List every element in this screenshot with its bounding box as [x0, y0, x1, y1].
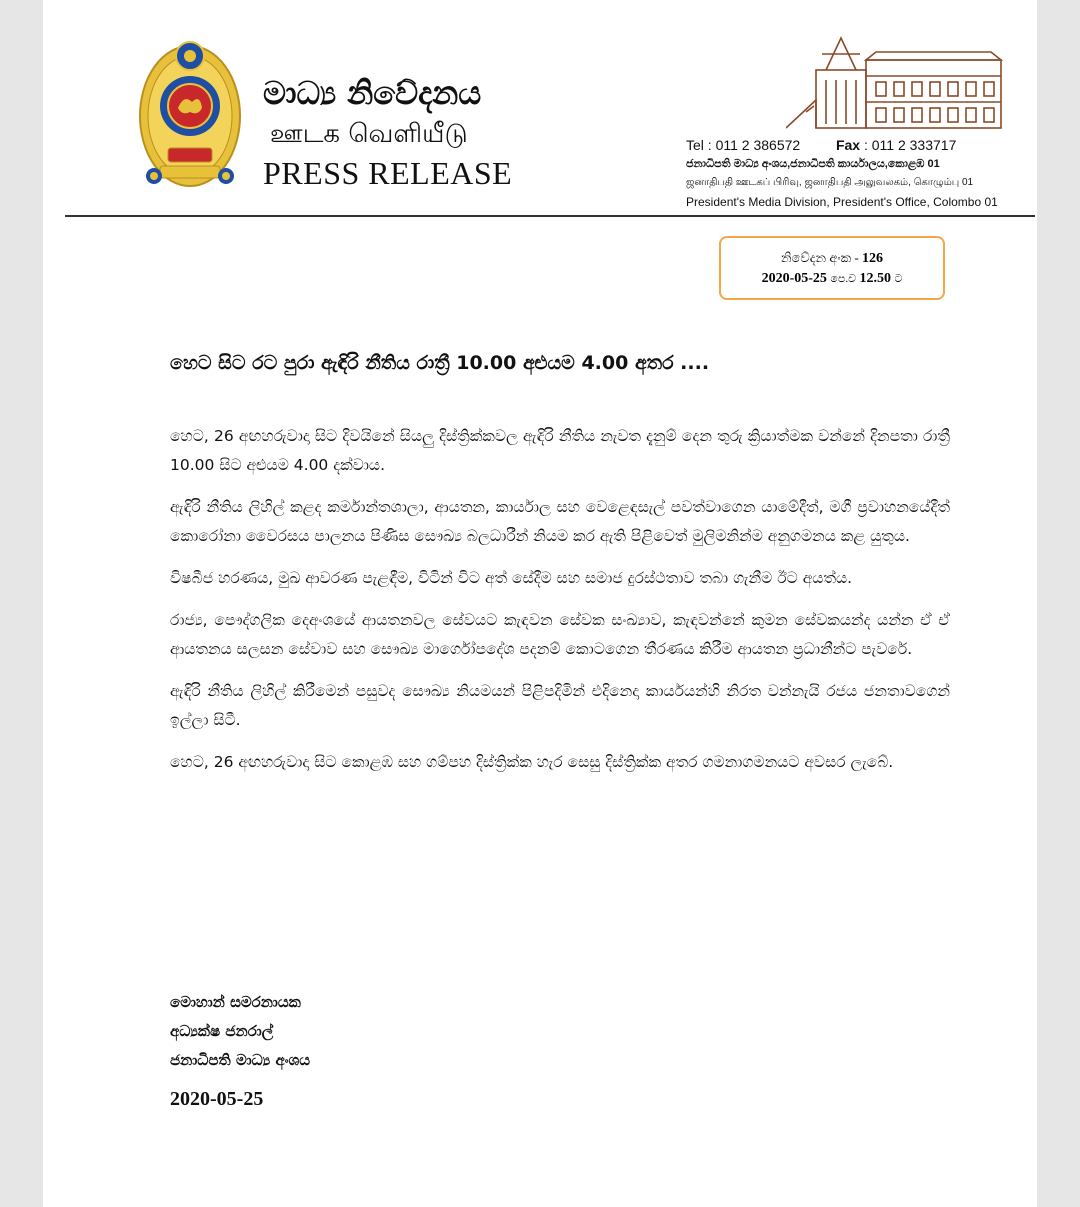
press-release-page — [43, 0, 1037, 1207]
presidents-office-building-icon — [786, 30, 1006, 130]
title-tamil: ஊடக வெளியீடு — [270, 119, 468, 149]
paragraph: විෂබීජ හරණය, මුඛ ආවරණ පැළඳීම, විටින් විට අත් සේදීම සහ සමාජ දුරස්ථතාව තබා ගැනීම ඊට අයත්ය. — [170, 569, 853, 587]
title-sinhala: මාධ්‍ය නිවේදනය — [263, 74, 482, 112]
signatory-title: අධ්‍යක්ෂ ජනරාල් — [170, 1022, 274, 1040]
paragraph: හෙට, 26 අඟහරුවාදා සිට කොළඹ සහ ගම්පහ දිස්ත්‍රික්ක හැර සෙසු දිස්ත්‍රික්ක අතර ගමනාගමනයට අවසර ලැබේ. — [170, 753, 894, 771]
address-sinhala: ජනාධිපති මාධ්‍ය අංශය,ජනාධිපති කාර්යාලය,කොළඹ 01 — [686, 158, 940, 170]
paragraph: හෙට, 26 අඟහරුවාදා සිට දිවයිනේ සියලු දිස්ත්‍රික්කවල ඇඳිරි නීතිය නැවත දැනුම් දෙන තුරු ක්‍රියාත්මක වන්නේ දිනපතා රාත්‍රී 10.00 සිට අළුයම 4.00 දක්වාය. — [170, 427, 950, 474]
signatory-department: ජනාධිපති මාධ්‍ය අංශය — [170, 1051, 311, 1069]
signature-date: 2020-05-25 — [170, 1088, 264, 1110]
fax-label: Fax — [835, 137, 861, 153]
headline: හෙට සිට රට පුරා ඇඳිරි නීතිය රාත්‍රී 10.00 අළුයම 4.00 අතර .... — [170, 352, 710, 374]
title-english: PRESS RELEASE — [263, 155, 513, 191]
tel-value: : 011 2 386572 — [707, 137, 801, 153]
fax-value: : 011 2 333717 — [863, 137, 957, 153]
contact-phone-fax — [686, 137, 956, 153]
reference-number: 126 — [862, 251, 884, 266]
paragraph: ඇඳිරි නීතිය ලිහිල් කිරීමෙන් පසුවද සෞඛ්‍ය නියමයන් පිළිපදිමින් එදිනෙදා කාර්යයන්හි නිරත වන්නැයි රජය ජනතාවගෙන් ඉල්ලා සිටී. — [170, 682, 950, 729]
signature-block — [170, 988, 310, 1075]
tel-label: Tel — [686, 137, 704, 153]
reference-time-suffix: ට — [894, 273, 903, 285]
body-text — [170, 422, 950, 790]
address-english: President's Media Division, President's Office, Colombo 01 — [686, 195, 998, 209]
reference-time: 12.50 — [859, 271, 891, 286]
paragraph: රාජ්‍ය, පෞද්ගලික දෙඅංශයේ ආයතනවල සේවයට කැඳවන සේවක සංඛ්‍යාව, කැඳවන්නේ කුමන සේවකයන්ද යන්න ඒ ඒ ආයතනය සලසන සේවාව සහ සෞඛ්‍ය මාර්ගෝපදේශ පදනම් කොටගෙන තීරණය කිරීම ආයතන ප්‍රධානීන්ට පැවරේ. — [170, 611, 950, 658]
address-tamil: ஜனாதிபதி ஊடகப் பிரிவு, ஜனாதிபதி அலுவலகம், கொழும்பு 01 — [686, 177, 974, 188]
reference-label: නිවේදන අංක - — [780, 250, 859, 265]
release-reference-box — [719, 236, 945, 300]
sri-lanka-emblem-icon — [138, 38, 243, 196]
reference-time-prefix: පෙ.ව — [830, 273, 856, 285]
signatory-name: මොහාන් සමරනායක — [170, 993, 301, 1011]
header-divider — [65, 215, 1035, 217]
paragraph: ඇඳිරි නීතිය ලිහිල් කළද කර්මාන්තශාලා, ආයතන, කාර්යාල සහ වෙළෙඳසැල් පවත්වාගෙන යාමේදීත්, මගී ප්‍රවාහනයේදීත් කොරෝනා වෛරසය පාලනය පිණිස සෞඛ්‍ය බලධාරීන් නියම කර ඇති පිළිවෙත් මුලිමනින්ම අනුගමනය කළ යුතුය. — [170, 498, 950, 545]
reference-date: 2020-05-25 — [761, 271, 827, 286]
